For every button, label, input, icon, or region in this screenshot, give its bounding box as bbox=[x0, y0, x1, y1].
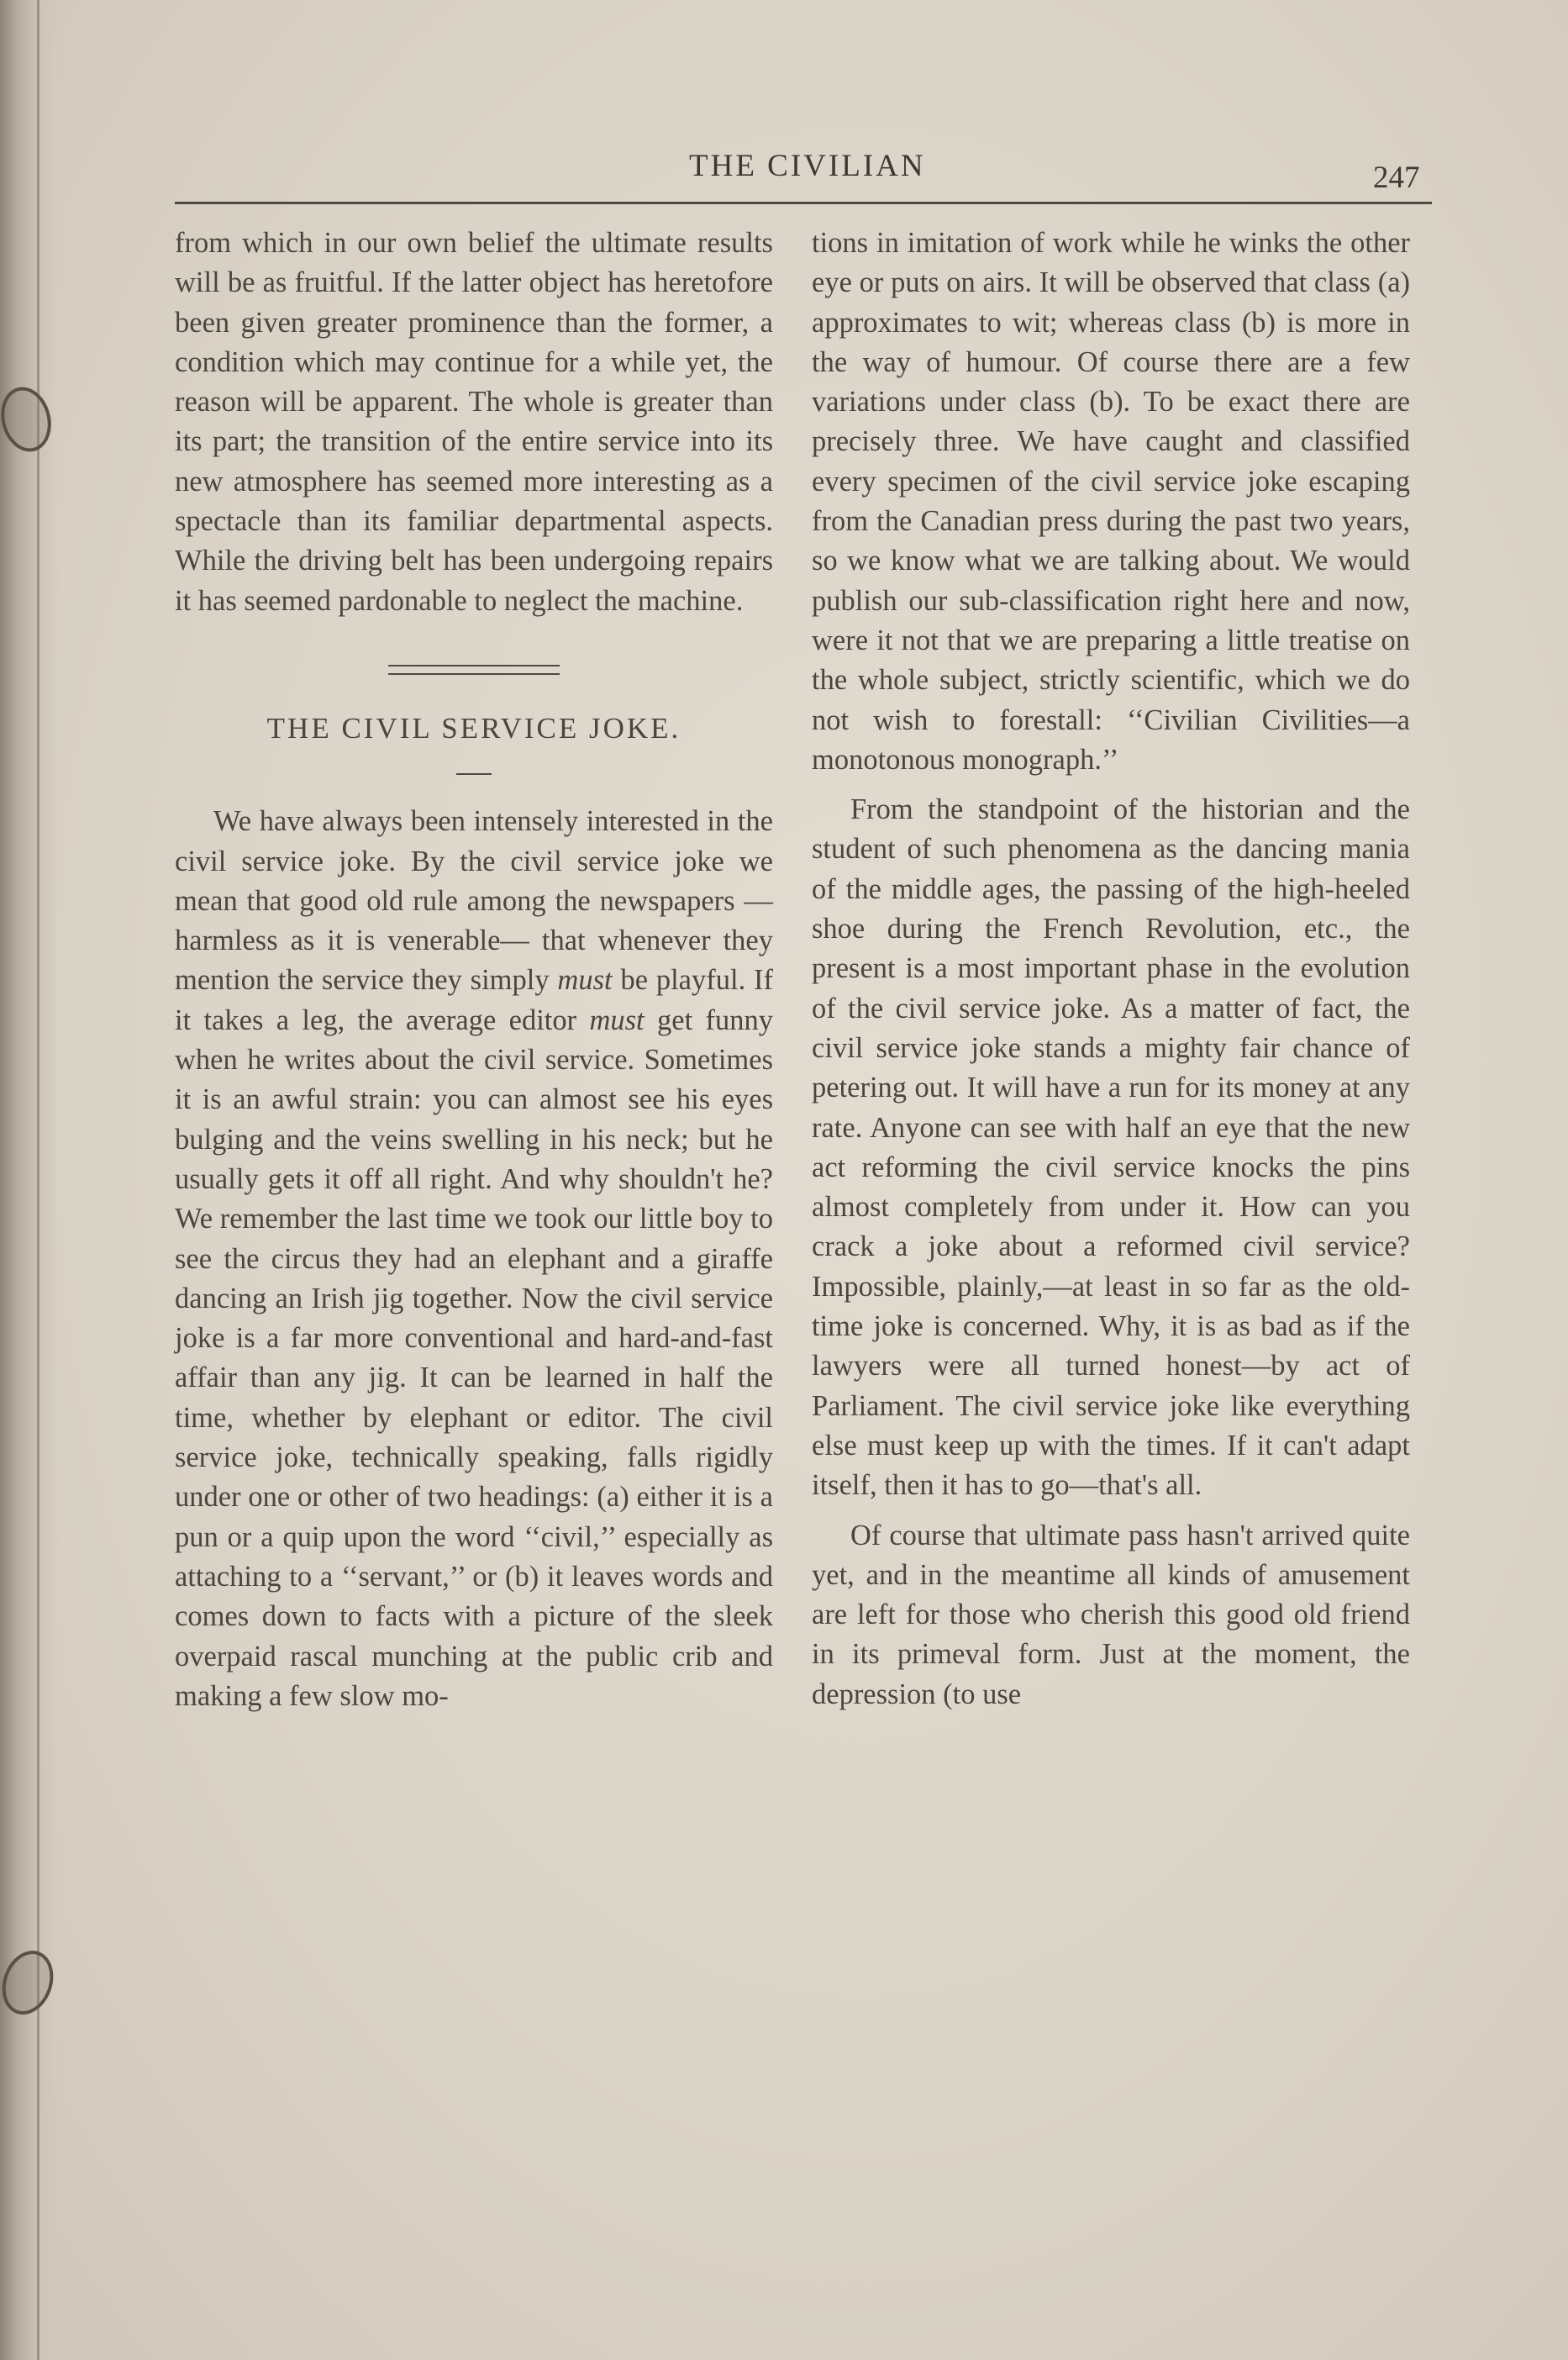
heading-rule bbox=[456, 773, 492, 775]
running-header-title: THE CIVILIAN bbox=[689, 149, 926, 183]
article-text-part-3: get funny when he writes about the civil service. Sometimes it is an awful strain: you can almost see his eyes bulging and the veins swelling in his neck; but he usually gets it off all right. And why shouldn't he? We remember the last time we took our little boy to see the circus they had an elephant and a giraffe dancing an Irish jig together. Now the civil service joke is a far more conventional and hard-and-fast affair than any jig. It can be learned in half the time, whether by elephant or editor. The civil service joke, technically speaking, falls rigidly under one or other of two headings: (a) either it is a pun or a quip upon the word ‘‘civil,’’ especially as attaching to a ‘‘servant,’’ or (b) it leaves words and comes down to facts with a picture of the sleek overpaid rascal munching at the public crib and making a few slow mo- bbox=[175, 1004, 773, 1712]
emphasis-must-2: must bbox=[589, 1004, 645, 1036]
right-column bbox=[812, 224, 1410, 1715]
header-rule bbox=[175, 202, 1432, 204]
section-heading: THE CIVIL SERVICE JOKE. bbox=[266, 711, 681, 745]
article-paragraph-3: Of course that ultimate pass hasn't arrived quite yet, and in the meantime all kinds of amusement are left for those who cherish this good old friend in its primeval form. Just at the moment, the depression (to use bbox=[812, 1519, 1410, 1710]
intro-paragraph: from which in our own belief the ultimate results will be as fruitful. If the latter object has heretofore been given greater prominence than the former, a condition which may continue for a while yet, the reason will be apparent. The whole is greater than its part; the transition of the entire service into its new atmosphere has seemed more interesting as a spectacle than its familiar departmental aspects. While the driving belt has been undergoing repairs it has seemed pardonable to neglect the machine. bbox=[175, 227, 773, 617]
article-paragraph-1 bbox=[175, 802, 773, 1716]
article-paragraph-2: From the standpoint of the historian and the student of such phenomena as the dancing mania of the middle ages, the passing of the high-heeled shoe during the French Revolution, etc., the present is a most important phase in the evolution of the civil service joke. As a matter of fact, the civil service joke stands a mighty fair chance of petering out. It will have a run for its money at any rate. Anyone can see with half an eye that the new act reforming the civil service knocks the pins almost completely from under it. How can you crack a joke about a reformed civil service? Impossible, plainly,—at least in so far as the old-time joke is concerned. Why, it is as bad as if the lawyers were all turned honest—by act of Parliament. The civil service joke like everything else must keep up with the times. If it can't adapt itself, then it has to go—that's all. bbox=[812, 793, 1410, 1502]
article-text-part-1: We have always been intensely interested in the civil service joke. By the civil service joke we mean that good old rule among the newspapers — harmless as it is venerable— that whenever they mention the service they simply bbox=[175, 805, 773, 997]
emphasis-must-1: must bbox=[557, 964, 613, 997]
continuation-paragraph: tions in imitation of work while he winks the other eye or puts on airs. It will be observed that class (a) approximates to wit; whereas class (b) is more in the way of humour. Of course there are a few variations under class (b). To be exact there are precisely three. We have caught and classified every specimen of the civil service joke escaping from the Canadian press during the past two years, so we know what we are talking about. We would publish our sub-classification right here and now, were it not that we are preparing a little treatise on the whole subject, strictly scientific, which we do not wish to forestall: ‘‘Civilian Civilities—a monotonous monograph.’’ bbox=[812, 227, 1410, 776]
article-text-part-2: be playful. If it takes a leg, the average editor bbox=[175, 964, 774, 1036]
page-number: 247 bbox=[1373, 161, 1420, 195]
section-divider bbox=[388, 665, 560, 675]
left-column bbox=[175, 224, 773, 1716]
